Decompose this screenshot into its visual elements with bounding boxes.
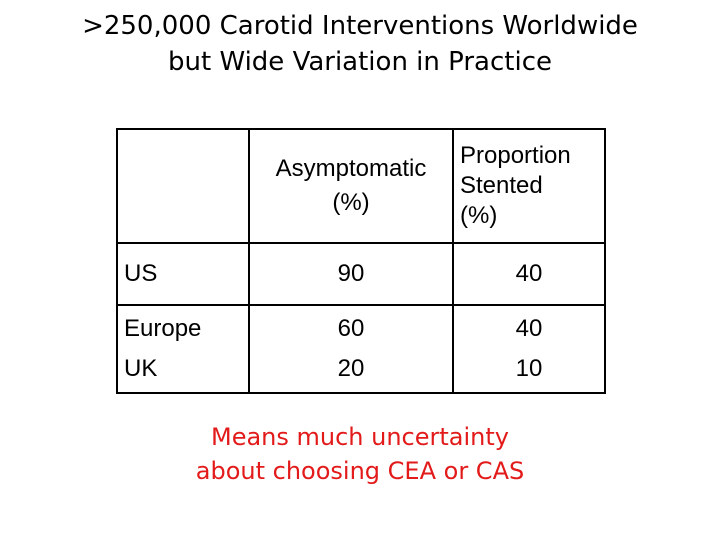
row-label-europe: Europe [124, 315, 202, 342]
table-row [117, 305, 605, 393]
cells-europe-uk-asymptomatic [249, 305, 453, 393]
conclusion-note [0, 420, 720, 488]
cell-europe-asymptomatic: 60 [337, 315, 365, 342]
title-line-1: >250,000 Carotid Interventions Worldwide [82, 11, 638, 41]
cell-us-stented: 40 [453, 243, 605, 305]
header-asymptomatic [249, 129, 453, 243]
table-row [117, 243, 605, 305]
row-label-uk: UK [124, 355, 158, 382]
cell-uk-asymptomatic: 20 [337, 355, 365, 382]
header-stented-line-1: Proportion [460, 142, 571, 169]
row-labels-europe-uk [117, 305, 249, 393]
header-stented-line-2: Stented [460, 172, 543, 199]
header-stented-unit: (%) [460, 202, 498, 229]
cell-uk-stented: 10 [515, 355, 543, 382]
comparison-table-wrapper [116, 128, 606, 394]
note-line-1: Means much uncertainty [210, 423, 509, 451]
slide-title [0, 8, 720, 80]
row-label-us: US [117, 243, 249, 305]
cell-us-asymptomatic: 90 [249, 243, 453, 305]
comparison-table [116, 128, 606, 394]
header-asymptomatic-unit: (%) [332, 189, 370, 216]
table-header-row [117, 129, 605, 243]
title-line-2: but Wide Variation in Practice [168, 47, 552, 77]
cells-europe-uk-stented [453, 305, 605, 393]
header-proportion-stented [453, 129, 605, 243]
header-asymptomatic-label: Asymptomatic [275, 155, 427, 182]
note-line-2: about choosing CEA or CAS [195, 457, 525, 485]
cell-europe-stented: 40 [515, 315, 543, 342]
table-corner-cell [117, 129, 249, 243]
